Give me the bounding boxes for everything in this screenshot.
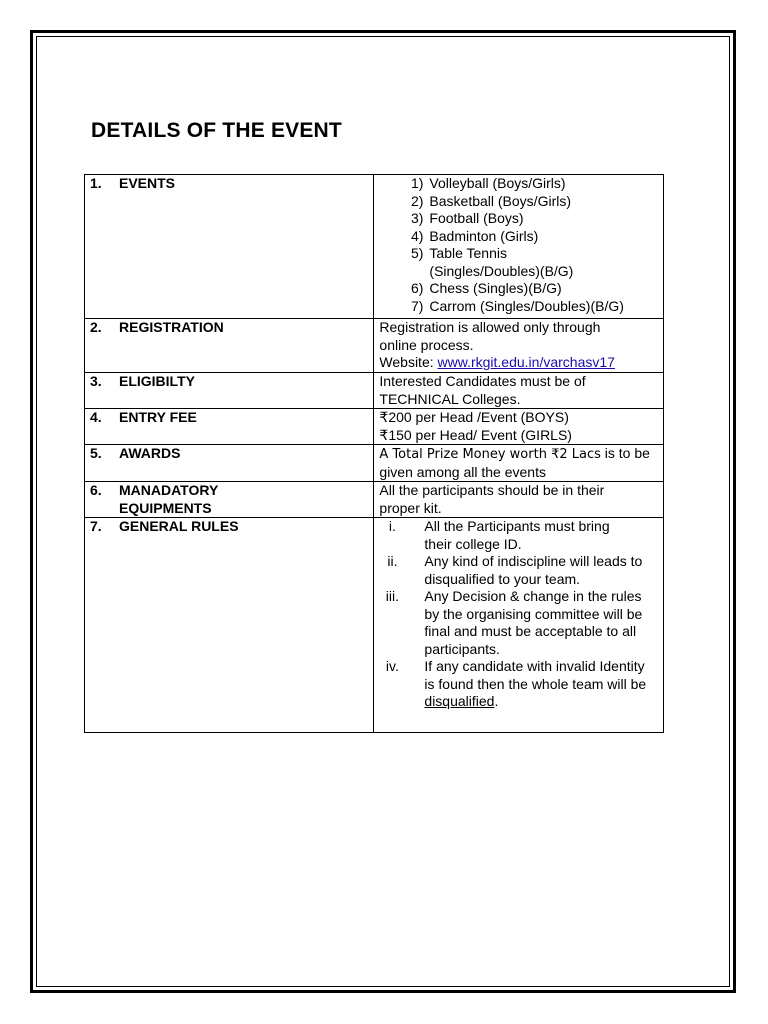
document-title: DETAILS OF THE EVENT: [91, 119, 342, 142]
label-cell-registration: [85, 319, 374, 373]
list-marker: iv.: [385, 658, 399, 674]
row-number: 2.: [90, 319, 102, 335]
equipments-text: All the participants should be in their proper kit.: [379, 482, 605, 516]
list-item-text: Basketball (Boys/Girls): [429, 192, 571, 209]
table-row-events: [85, 175, 664, 319]
row-label: GENERAL RULES: [119, 518, 239, 534]
awards-text: [379, 445, 658, 481]
website-label: Website:: [379, 354, 438, 370]
list-marker: iii.: [385, 588, 400, 604]
entry-fee-boys: ₹200 per Head /Event (BOYS): [379, 409, 569, 425]
label-cell-awards: [85, 445, 374, 482]
list-item: [379, 553, 658, 588]
rule-text-post: .: [494, 693, 499, 709]
list-marker: 7): [410, 297, 424, 314]
label-cell-events: [85, 175, 374, 319]
table-row-eligibility: [85, 373, 664, 409]
value-cell-registration: [374, 319, 664, 373]
list-item-text: Carrom (Singles/Doubles)(B/G): [429, 297, 624, 314]
rule-emphasis: disqualified: [424, 693, 495, 709]
list-item-text: Volleyball (Boys/Girls): [429, 175, 566, 191]
row-number: 1.: [90, 175, 102, 191]
row-label-line1: MANADATORY: [119, 482, 219, 498]
list-marker: 5): [410, 245, 424, 261]
list-item: [379, 298, 658, 316]
list-item: [379, 280, 658, 298]
table-row-registration: [85, 319, 664, 373]
list-item-text: Football (Boys): [429, 210, 524, 226]
label-cell-rules: [85, 518, 374, 733]
row-number: 6.: [90, 482, 102, 498]
list-item: [379, 658, 658, 711]
list-marker: i.: [388, 518, 396, 534]
table-row-entry-fee: [85, 409, 664, 445]
eligibility-text: Interested Candidates must be of TECHNICAL Colleges.: [379, 373, 586, 407]
value-cell-awards: [374, 445, 664, 482]
list-item-text: Any kind of indiscipline will leads to disqualified to your team.: [424, 553, 643, 587]
event-details-table: [84, 174, 664, 733]
value-cell-entry-fee: [374, 409, 664, 445]
row-label: AWARDS: [119, 445, 181, 461]
table-row-rules: [85, 518, 664, 733]
list-marker: ii.: [387, 553, 398, 569]
list-marker: 1): [410, 175, 424, 191]
list-item: [379, 175, 658, 193]
list-item: [379, 193, 658, 211]
table-row-awards: [85, 445, 664, 482]
row-number: 3.: [90, 373, 102, 389]
value-cell-equipments: [374, 482, 664, 518]
row-label: REGISTRATION: [119, 319, 224, 335]
list-item-text: Chess (Singles)(B/G): [429, 280, 562, 296]
list-marker: 4): [410, 227, 424, 244]
list-item: [379, 228, 658, 246]
list-item: [379, 588, 658, 658]
row-label: ENTRY FEE: [119, 409, 197, 425]
table-row-equipments: [85, 482, 664, 518]
row-number: 4.: [90, 409, 102, 425]
list-item-text: [424, 658, 649, 711]
label-cell-equipments: [85, 482, 374, 518]
list-item-text: Badminton (Girls): [429, 227, 539, 244]
row-label-line2: EQUIPMENTS: [119, 499, 212, 516]
list-item: [379, 210, 658, 228]
entry-fee-girls: ₹150 per Head/ Event (GIRLS): [379, 426, 572, 443]
rule-text-pre: If any candidate with invalid Identity is found then the whole team will be: [424, 658, 647, 692]
row-label: ELIGIBILTY: [119, 373, 195, 389]
list-marker: 3): [410, 210, 424, 226]
awards-rest: is to be given among all the events: [379, 445, 650, 480]
list-item-text: Any Decision & change in the rules by the organising committee will be final and must be acceptable to all participants.: [424, 588, 643, 657]
list-marker: 6): [410, 280, 424, 296]
value-cell-events: [374, 175, 664, 319]
value-cell-eligibility: [374, 373, 664, 409]
list-marker: 2): [410, 192, 424, 209]
website-link[interactable]: www.rkgit.edu.in/varchasv17: [437, 354, 615, 370]
list-item-text: All the Participants must bring their college ID.: [424, 518, 610, 552]
value-cell-rules: [374, 518, 664, 733]
registration-text: Registration is allowed only through online process.: [379, 319, 601, 353]
list-item: [379, 245, 658, 280]
label-cell-entry-fee: [85, 409, 374, 445]
awards-prize: A Total Prize Money worth ₹2 Lacs: [379, 447, 601, 462]
row-label: EVENTS: [119, 175, 176, 191]
list-item-text: Table Tennis (Singles/Doubles)(B/G): [429, 245, 574, 279]
label-cell-eligibility: [85, 373, 374, 409]
row-number: 7.: [90, 518, 102, 534]
row-number: 5.: [90, 445, 102, 461]
list-item: [379, 518, 658, 553]
